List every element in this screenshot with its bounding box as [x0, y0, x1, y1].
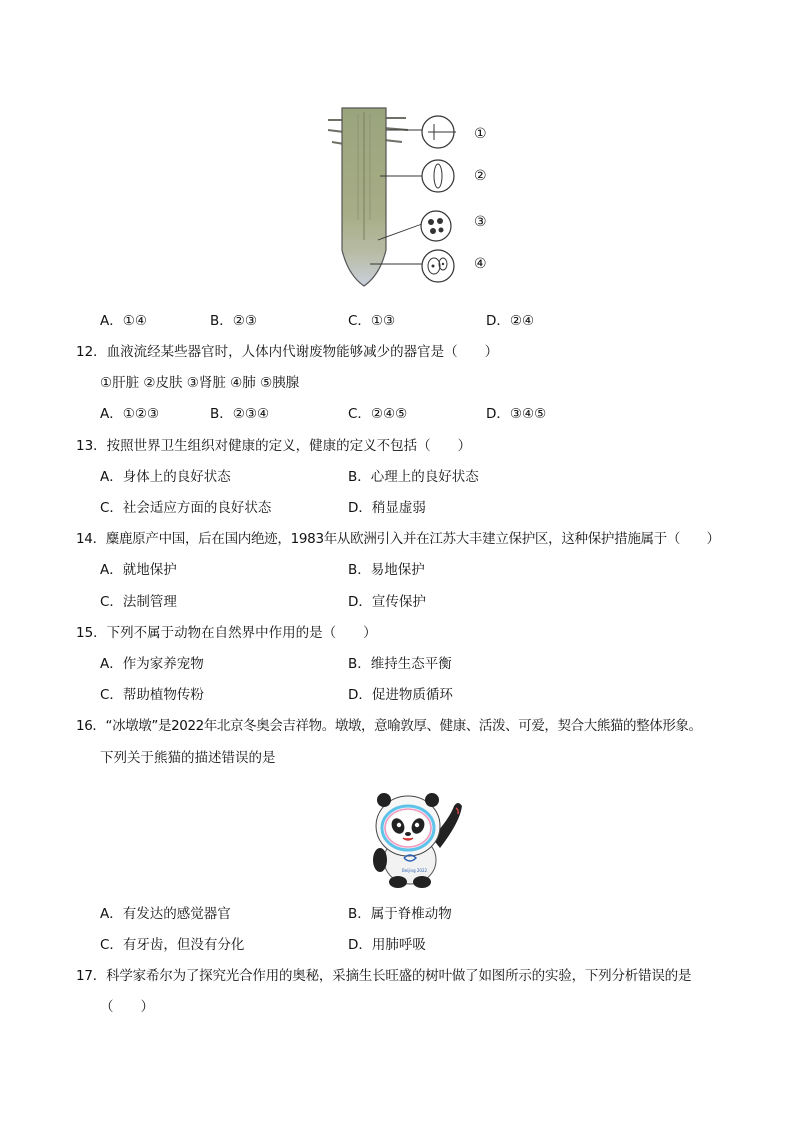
q14-option-b[interactable]: B．易地保护	[348, 562, 425, 578]
figure-label-4: ④	[474, 256, 487, 272]
root-tip-figure	[320, 100, 500, 290]
q16-option-c[interactable]: C．有牙齿，但没有分化	[100, 937, 245, 953]
figure-label-2: ②	[474, 168, 487, 184]
q12-items: ①肝脏 ②皮肤 ③肾脏 ④肺 ⑤胰腺	[100, 375, 300, 391]
figure-label-3: ③	[474, 214, 487, 230]
q12-option-b[interactable]: B．②③④	[210, 406, 270, 422]
q13-option-a[interactable]: A．身体上的良好状态	[100, 469, 231, 485]
q12-option-a[interactable]: A．①②③	[100, 406, 160, 422]
q14-option-c[interactable]: C．法制管理	[100, 594, 177, 610]
q17-stem-line2: （ ）	[100, 999, 154, 1015]
bing-dwen-dwen-mascot-image	[358, 788, 470, 890]
q12-option-d[interactable]: D．③④⑤	[486, 406, 547, 422]
q12-stem: 12．血液流经某些器官时，人体内代谢废物能够减少的器官是（ ）	[76, 344, 499, 360]
figure-label-1: ①	[474, 126, 487, 142]
cell-3-circle	[421, 211, 451, 241]
q16-option-d[interactable]: D．用肺呼吸	[348, 937, 426, 953]
q11-option-b[interactable]: B．②③	[210, 313, 257, 329]
cell-2-circle	[422, 160, 454, 192]
q11-option-a[interactable]: A．①④	[100, 313, 147, 329]
q11-option-d[interactable]: D．②④	[486, 313, 535, 329]
q15-stem: 15．下列不属于动物在自然界中作用的是（ ）	[76, 625, 377, 641]
q14-option-a[interactable]: A．就地保护	[100, 562, 177, 578]
cell-4-circle	[422, 250, 454, 282]
q16-stem-line1: 16．“冰墩墩”是2022年北京冬奥会吉祥物。墩墩，意喻敦厚、健康、活泼、可爱，契合大熊猫的整体形象。	[76, 718, 702, 734]
q16-option-b[interactable]: B．属于脊椎动物	[348, 906, 452, 922]
q16-stem-line2: 下列关于熊猫的描述错误的是	[100, 750, 276, 766]
q13-option-c[interactable]: C．社会适应方面的良好状态	[100, 500, 272, 516]
svg-text:Beijing 2022: Beijing 2022	[402, 868, 428, 873]
q12-option-c[interactable]: C．②④⑤	[348, 406, 408, 422]
q14-option-d[interactable]: D．宣传保护	[348, 594, 426, 610]
q15-option-c[interactable]: C．帮助植物传粉	[100, 687, 204, 703]
q14-stem: 14．麋鹿原产中国，后在国内绝迹，1983年从欧洲引入并在江苏大丰建立保护区，这种保护措施属于（ ）	[76, 531, 720, 547]
q17-stem-line1: 17．科学家希尔为了探究光合作用的奥秘，采摘生长旺盛的树叶做了如图所示的实验，下列分析错误的是	[76, 968, 692, 984]
q16-option-a[interactable]: A．有发达的感觉器官	[100, 906, 231, 922]
q15-option-b[interactable]: B．维持生态平衡	[348, 656, 452, 672]
q15-option-a[interactable]: A．作为家养宠物	[100, 656, 204, 672]
q13-option-b[interactable]: B．心理上的良好状态	[348, 469, 479, 485]
q13-option-d[interactable]: D．稍显虚弱	[348, 500, 426, 516]
q15-option-d[interactable]: D．促进物质循环	[348, 687, 453, 703]
q13-stem: 13．按照世界卫生组织对健康的定义，健康的定义不包括（ ）	[76, 438, 472, 454]
q11-option-c[interactable]: C．①③	[348, 313, 396, 329]
